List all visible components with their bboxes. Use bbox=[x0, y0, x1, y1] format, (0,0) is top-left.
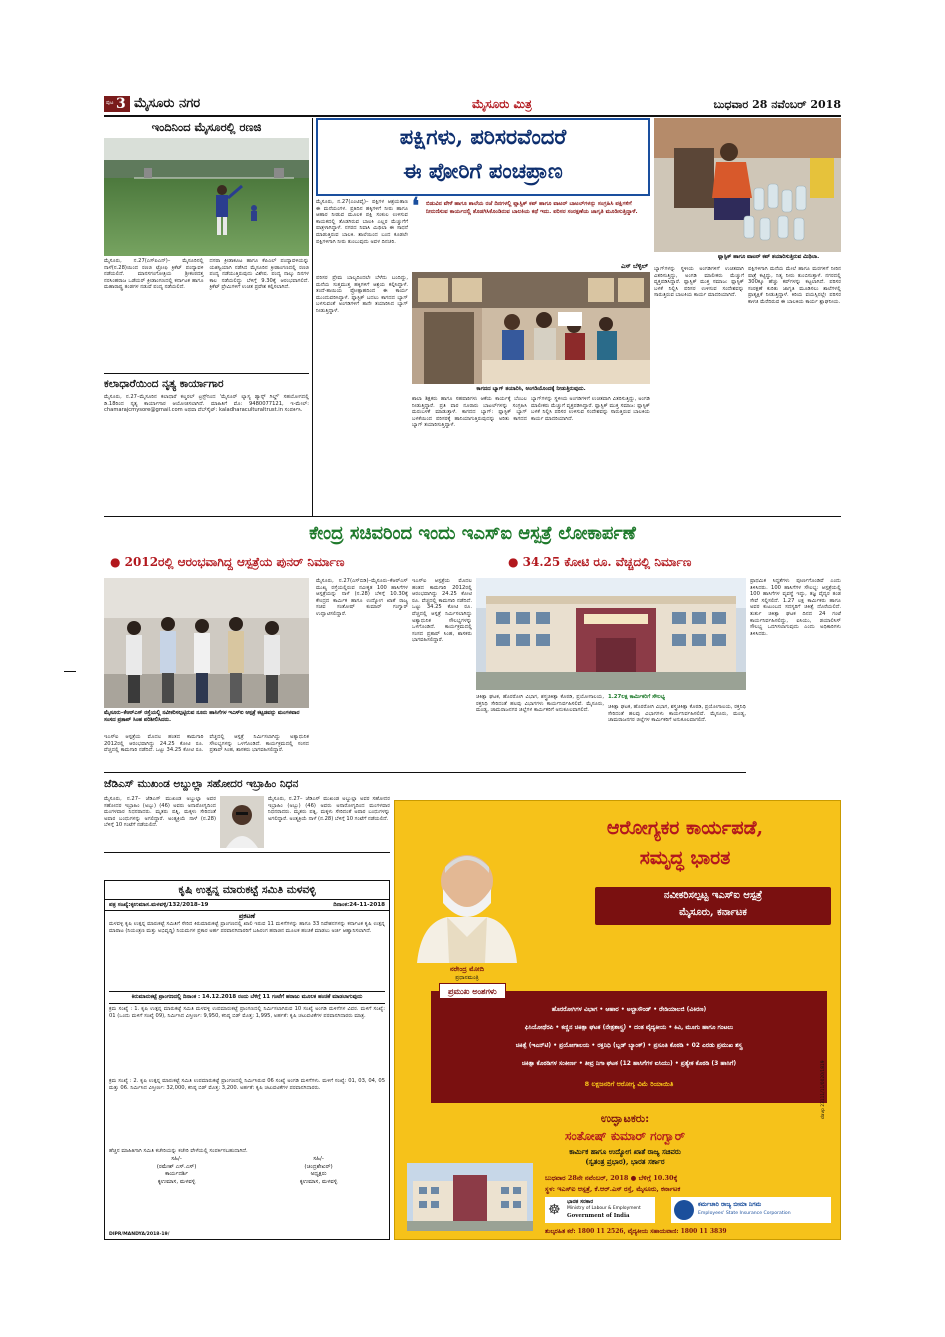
ranji-body bbox=[104, 258, 309, 370]
tender-sig-left-name: (ರಮೇಶ್ ಎಸ್.ಎಸ್) bbox=[156, 1163, 197, 1170]
natya-headline-bar bbox=[104, 376, 309, 392]
officials-visit-image bbox=[104, 578, 309, 708]
prime-minister-portrait-image bbox=[407, 837, 527, 963]
ad-hospital-line1: ನವೀಕರಿಸಲ್ಪಟ್ಟ ಇಎಸ್‌ಐ ಆಸ್ಪತ್ರೆ bbox=[663, 890, 763, 901]
ad-pm-role: ಪ್ರಧಾನಮಂತ್ರಿ bbox=[455, 975, 479, 981]
birds-girl-photo bbox=[654, 118, 841, 252]
ad-features-title: ಪ್ರಮುಖ ಅಂಶಗಳು bbox=[439, 983, 506, 999]
esi-subhead-2-text: 34.25 ಕೋಟಿ ರೂ. ವೆಚ್ಚದಲ್ಲಿ ನಿರ್ಮಾಣ bbox=[522, 555, 692, 569]
esi-headline-bar bbox=[104, 518, 841, 550]
ad-building-photo bbox=[407, 1163, 533, 1231]
page-label: ಪುಟ bbox=[106, 100, 114, 106]
tender-sig-left bbox=[157, 1156, 197, 1186]
renovated-hospital-image bbox=[407, 1163, 533, 1231]
tender-auction-line: ಕಿರುಮಾರುಕಟ್ಟೆ ಪ್ರಾಂಗಣದಲ್ಲಿ ದಿನಾಂಕ : 14.12.2018 ರಂದು ಬೆಳಿಗ್ಗೆ 11 ಗಂಟೆಗೆ ಹರಾಜು ಮೂಲಕ ಹಂಚಿಕೆ ಮಾಡಲಾಗುವುದು bbox=[109, 991, 385, 1004]
quote-mark: ❛ bbox=[412, 193, 420, 219]
birds-headline-box bbox=[316, 118, 650, 196]
issue-date: ಬುಧವಾರ 28 ನವೆಂಬರ್ 2018 bbox=[713, 98, 841, 111]
tender-ref: ಪತ್ರ ಸಂಖ್ಯೆ:ಕೃಉಮಾಸ.ಮಳವಳ್ಳಿ/132/2018–19 bbox=[109, 902, 209, 908]
tender-closing: ಹೆಚ್ಚಿನ ಮಾಹಿತಿಗಾಗಿ ಸಮಿತಿ ಕಚೇರಿಯನ್ನು ಕಚೇರಿ ವೇಳೆಯಲ್ಲಿ ಸಂಪರ್ಕಿಸಬಹುದಾಗಿದೆ. bbox=[109, 1148, 248, 1154]
ashoka-emblem-icon: ☸ bbox=[548, 1202, 561, 1218]
esi-subhead-1: ● 2012ರಲ್ಲಿ ಆರಂಭವಾಗಿದ್ದ ಆಸ್ಪತ್ರೆಯ ಪುನರ್ ನಿರ್ಮಾಣ bbox=[110, 555, 345, 569]
esi-body-5: ಇಎಸ್‌ಐ ಆಸ್ಪತ್ರೆಯ ಮೊದಲ ಹಂತದ ಕಾಮಗಾರಿ 2012ರಲ್ಲಿ ಆರಂಭವಾಗಿದ್ದು 24.25 ಕೋಟಿ ರೂ. ವೆಚ್ಚದಲ್ಲಿ ಕಾಮಗಾರಿ ನಡೆದಿದೆ. ಒಟ್ಟು 34.25 ಕೋಟಿ ರೂ. ವೆಚ್ಚದಲ್ಲಿ ಆಸ್ಪತ್ರೆ ನಿರ್ಮಿಸಲಾಗಿದ್ದು ಅತ್ಯಾಧುನಿಕ ಸೌಲಭ್ಯಗಳನ್ನು ಒಳಗೊಂಡಿದೆ. ಕಾರ್ಯಕ್ರಮದಲ್ಲಿ ಸಂಸದ ಪ್ರತಾಪ್ ಸಿಂಹ, ಶಾಸಕರು ಭಾಗವಹಿಸಲಿದ್ದಾರೆ. bbox=[412, 578, 472, 644]
esi-body-lead: ಇಎಸ್‌ಐ ಆಸ್ಪತ್ರೆಯ ಮೊದಲ ಹಂತದ ಕಾಮಗಾರಿ 2012ರಲ್ಲಿ ಆರಂಭವಾಗಿದ್ದು 24.25 ಕೋಟಿ ರೂ. ವೆಚ್ಚದಲ್ಲಿ ಕಾಮಗಾರಿ ನಡೆದಿದೆ. ಒಟ್ಟು 34.25 ಕೋಟಿ ರೂ. ವೆಚ್ಚದಲ್ಲಿ ಆಸ್ಪತ್ರೆ ನಿರ್ಮಿಸಲಾಗಿದ್ದು ಅತ್ಯಾಧುನಿಕ ಸೌಲಭ್ಯಗಳನ್ನು ಒಳಗೊಂಡಿದೆ. ಕಾರ್ಯಕ್ರಮದಲ್ಲಿ ಸಂಸದ ಪ್ರತಾಪ್ ಸಿಂಹ, ಶಾಸಕರು ಭಾಗವಹಿಸಲಿದ್ದಾರೆ. bbox=[104, 734, 309, 754]
tender-sig-right-org: ಕೃಉಮಾಸ, ಮಳವಳ್ಳಿ bbox=[299, 1178, 338, 1185]
ad-where: ಸ್ಥಳ: ಇಎಸ್‌ಐ ಆಸ್ಪತ್ರೆ, ಕೆ.ಆರ್.ಎಸ್ ರಸ್ತೆ, ಮೈಸೂರು, ಕರ್ನಾಟಕ bbox=[545, 1185, 681, 1193]
birds-headline-line1: ಪಕ್ಷಿಗಳು, ಪರಿಸರವೆಂದರೆ bbox=[399, 124, 567, 149]
tender-para1: ಮಳವಳ್ಳಿ ಕೃಷಿ ಉತ್ಪನ್ನ ಮಾರುಕಟ್ಟೆ ಸಮಿತಿಗೆ ಸೇರಿದ ಕಿರುಮಾರುಕಟ್ಟೆ ಪ್ರಾಂಗಣದಲ್ಲಿ ಖಾಲಿ ಇರುವ 11 ಮಳಿಗೆಗಳನ್ನು ಹಾಗೂ 33 ನಿವೇಶನಗಳನ್ನು ಕರ್ನಾಟಕ ಕೃಷಿ ಉತ್ಪನ್ನ ಮಾರಾಟ (ನಿಯಂತ್ರಣ ಮತ್ತು ಅಭಿವೃದ್ಧಿ) ನಿಯಮಗಳ ಪ್ರಕಾರ ಅರ್ಹ ಪರವಾನಗಿದಾರರಿಗೆ ಬಹಿರಂಗ ಹರಾಜಿನ ಮೂಲಕ ಹಂಚಿಕೆ ಮಾಡಲು ಅರ್ಜಿ ಆಹ್ವಾನಿಸಲಾಗಿದೆ. bbox=[109, 921, 385, 934]
tender-section-title: ಪ್ರಕಟಣೆ bbox=[238, 912, 256, 920]
esi-subhead-1-text: 2012ರಲ್ಲಿ ಆರಂಭವಾಗಿದ್ದ ಆಸ್ಪತ್ರೆಯ ಪುನರ್ ನಿರ್ಮಾಣ bbox=[124, 555, 345, 569]
esi-body-3: ಚಿಕಿತ್ಸಾ ಘಟಕ, ಹೊರರೋಗಿ ವಿಭಾಗ, ಶಸ್ತ್ರಚಿಕಿತ್ಸಾ ಕೊಠಡಿ, ಪ್ರಯೋಗಾಲಯ, ರಕ್ತನಿಧಿ ಸೇರಿದಂತೆ ಹಲವು ವಿಭಾಗಗಳು ಕಾರ್ಯನಿರ್ವಹಿಸಲಿವೆ. ಮೈಸೂರು, ಮಂಡ್ಯ, ಚಾಮರಾಜನಗರ ಜಿಲ್ಲೆಗಳ ಕಾರ್ಮಿಕರಿಗೆ ಅನುಕೂಲವಾಗಲಿದೆ. bbox=[608, 704, 746, 724]
tender-signatures bbox=[105, 1156, 389, 1186]
tender-ref-date: ದಿನಾಂಕ:24-11-2018 bbox=[333, 902, 385, 908]
esi-headline: ಕೇಂದ್ರ ಸಚಿವರಿಂದ ಇಂದು ಇಎಸ್‌ಐ ಆಸ್ಪತ್ರೆ ಲೋಕಾರ್ಪಣೆ bbox=[309, 523, 636, 544]
obit-photo bbox=[220, 796, 264, 848]
esi-visit-caption: ಮೈಸೂರು–ಕೆಆರ್‌ಎಸ್ ರಸ್ತೆಯಲ್ಲಿ ನವೀಕರಿಸಲ್ಪಟ್ಟಿರುವ ನೂರು ಹಾಸಿಗೆಗಳ ಇಎಸ್‌ಐ ಆಸ್ಪತ್ರೆ ಕಟ್ಟಡವನ್ನು ಮಂಗಳವಾರ ಸಂಸದ ಪ್ರತಾಪ್ ಸಿಂಹ ಪರಿಶೀಲಿಸಿದರು. bbox=[104, 710, 300, 723]
ad-side-code: davp 23111/11/0020/1819 bbox=[821, 1060, 826, 1119]
natya-body: ಮೈಸೂರು, ನ.27–ಮೈಸೂರಿನ ಕಲಾಧಾರೆ ಕಲ್ಚರಲ್ ಟ್ರಸ್ಟ್‌ನಿಂದ 'ಮೈಸೂರ್ ಲ್ಯಾಸ್ಯ ಡ್ಯಾನ್ಸ್ ಗಿಲ್ಡ್' ಸಹಯೋಗದಲ್ಲಿ ಡಿ.18ರಿಂದ ನೃತ್ಯ ಕಾರ್ಯಾಗಾರ ಆಯೋಜಿಸಲಾಗಿದೆ. ಮಾಹಿತಿಗೆ ಮೊ: 9480077121, ಇ-ಮೇಲ್: chamarajcmysore@gmail.com ಅಥವಾ ವೆಬ್‌ಸೈಟ್: kaladharaculturaltrust.in ಸಂಪರ್ಕಿಸಿ. bbox=[104, 394, 309, 414]
ranji-body-para-2: ದಸರಾ ಕ್ರೀಡಾಕೂಟ ಹಾಗೂ ಕೆಪಿಎಲ್ ಪಂದ್ಯಾವಳಿಯನ್ನು ಯಶಸ್ವಿಯಾಗಿ ನಡೆಸಿದ ಮೈಸೂರಿನ ಕ್ರೀಡಾಂಗಣದಲ್ಲಿ ರಣಜಿ ಪಂದ್ಯ ನಡೆಯುತ್ತಿರುವುದು ವಿಶೇಷ. ಪಂದ್ಯ ನಾಲ್ಕು ದಿನಗಳ ಕಾಲ ನಡೆಯಲಿದ್ದು ಬೆಳಿಗ್ಗೆ 9.30ಕ್ಕೆ ಆರಂಭವಾಗಲಿದೆ. ಕ್ರಿಕೆಟ್ ಪ್ರೇಮಿಗಳಿಗೆ ಉಚಿತ ಪ್ರವೇಶ ಕಲ್ಪಿಸಲಾಗಿದೆ. bbox=[209, 258, 309, 291]
esi-body-2: ಚಿಕಿತ್ಸಾ ಘಟಕ, ಹೊರರೋಗಿ ವಿಭಾಗ, ಶಸ್ತ್ರಚಿಕಿತ್ಸಾ ಕೊಠಡಿ, ಪ್ರಯೋಗಾಲಯ, ರಕ್ತನಿಧಿ ಸೇರಿದಂತೆ ಹಲವು ವಿಭಾಗಗಳು ಕಾರ್ಯನಿರ್ವಹಿಸಲಿವೆ. ಮೈಸೂರು, ಮಂಡ್ಯ, ಚಾಮರಾಜನಗರ ಜಿಲ್ಲೆಗಳ ಕಾರ್ಮಿಕರಿಗೆ ಅನುಕೂಲವಾಗಲಿದೆ. bbox=[476, 694, 604, 714]
left-edge-mark bbox=[64, 671, 76, 672]
ad-esic-line1: ಕರ್ಮಚಾರಿ ರಾಜ್ಯ ಬೀಮಾ ನಿಗಮ bbox=[698, 1201, 762, 1208]
birds-photo-caption: ಫ್ಲಾಸ್ಟಿಕ್ ಹಾಗೂ ವಾಟರ್ ಕಪ್ ತಯಾರಿಸುತ್ತಿರುವ ಮಿಥಿಲಾ. bbox=[717, 254, 820, 260]
birds-byline: ಎಸ್ ಬೆಳ್ಳಿಲ್ bbox=[621, 262, 648, 270]
birds-quote: ಬಿಡುವಿನ ವೇಳೆ ಹಾಗೂ ಶಾಲೆಯ ರಜೆ ದಿನಗಳಲ್ಲಿ ಪ್ಲಾಸ್ಟಿಕ್ ಕಪ್ ಹಾಗೂ ವಾಟರ್ ಬಾಟಲ್‌ಗಳನ್ನು ಸಂಗ್ರಹಿಸಿ ಪಕ್ಷಿಗಳಿಗೆ ನೀರುಣಿಸುವ ಕಾರ್ಯದಲ್ಲಿ ತೊಡಗಿಸಿಕೊಂಡಿರುವ ಬಾಲಕಿಯ ಕಥೆ ಇದು. ಪರಿಸರ ಸಂರಕ್ಷಣೆಯ ಜಾಗೃತಿ ಮೂಡಿಸುತ್ತಿದ್ದಾಳೆ. bbox=[426, 201, 638, 215]
shop-paper-bags-image bbox=[412, 272, 650, 384]
ad-title-line1: ಆರೋಗ್ಯಕರ ಕಾರ್ಯಪಡೆ, bbox=[606, 817, 764, 839]
ad-feature-row-3: ಚಿಕಿತ್ಸೆ (ಇಎನ್‌ಟಿ) • ಪ್ರಯೋಗಾಲಯ • ರಕ್ತನಿಧಿ (ಬ್ಲಡ್ ಬ್ಯಾಂಕ್) • ಪ್ರಸೂತಿ ಕೊಠಡಿ • 02 ಎರಡು ಪ್ರಮುಖ ಶಸ್ತ್ರ bbox=[515, 1042, 743, 1049]
tender-sig-left-org: ಕೃಉಮಾಸ, ಮಳವಳ್ಳಿ bbox=[157, 1178, 196, 1185]
ad-inaug-name: ಸಂತೋಷ್ ಕುಮಾರ್ ಗಂಗ್ವಾರ್ bbox=[564, 1129, 686, 1143]
esi-building-photo bbox=[476, 578, 746, 690]
birds-col1: ಮೈಸೂರು, ನ.27(ಎಂಟಿವೈ)– ಪಕ್ಷಿಗಳ ಆಶ್ರಯತಾಣ ಈ ಮನೆಯಂಗಳ. ಪ್ರತಿದಿನ ಹಕ್ಕಿಗಳಿಗೆ ನೀರು ಹಾಗೂ ಆಹಾರ ನೀಡುವ ಮೂಲಕ ಪಕ್ಷಿ ಸಂಕುಲ ಉಳಿಸುವ ಕಾಯಕದಲ್ಲಿ ತೊಡಗಿರುವ ಬಾಲಕಿ ಎಲ್ಲರ ಮೆಚ್ಚುಗೆಗೆ ಪಾತ್ರಳಾಗಿದ್ದಾಳೆ. ನಗರದ ನಿವಾಸಿ ಮಿಥಿಲಾ ಈ ಸಾಧನೆ ಮಾಡುತ್ತಿರುವ ಬಾಲಕಿ. ಶಾಲೆಯಿಂದ ಬಂದ ಕೂಡಲೇ ಪಕ್ಷಿಗಳಿಗಾಗಿ ನೀರು ತುಂಬುವುದು ಅವಳ ದಿನಚರಿ. bbox=[316, 199, 408, 245]
tender-ref-row bbox=[105, 900, 389, 911]
portrait-image bbox=[220, 796, 264, 848]
left-col-vrule bbox=[312, 118, 313, 516]
esi-subheads bbox=[104, 552, 744, 572]
tender-sig-right-sign: ಸಹಿ/- bbox=[313, 1156, 324, 1162]
birds-col4: ಬ್ಯಾಗ್‌ಗಳನ್ನು ಸ್ಥಳೀಯ ಅಂಗಡಿಗಳಿಗೆ ಉಚಿತವಾಗಿ ವಿತರಿಸುತ್ತಿದ್ದು, ಅಂಗಡಿ ಮಾಲೀಕರು ಮೆಚ್ಚುಗೆ ವ್ಯಕ್ತಪಡಿಸಿದ್ದಾರೆ. ಪ್ಲಾಸ್ಟಿಕ್ ಮುಕ್ತ ಸಮಾಜ: ಪ್ಲಾಸ್ಟಿಕ್ ಬಳಕೆ ನಿಲ್ಲಿಸಿ ಪರಿಸರ ಉಳಿಸುವ ಸಂದೇಶವನ್ನು ಸಾರುತ್ತಿರುವ ಬಾಲಕಿಯ ಕಾರ್ಯ ಮಾದರಿಯಾಗಿದೆ. bbox=[531, 396, 650, 422]
ad-feature-row-4: ಚಿಕಿತ್ಸಾ ಕೊಠಡಿಗಳ ಸಂಕೀರ್ಣ • ತೀವ್ರ ನಿಗಾ ಘಟಕ (12 ಹಾಸಿಗೆಗಳ ಐಸಿಯು) • ಪ್ರತ್ಯೇಕ ಕೊಠಡಿ (3 ಹಾಸಿಗೆ) bbox=[521, 1060, 737, 1067]
ad-hospital-line2: ಮೈಸೂರು, ಕರ್ನಾಟಕ bbox=[679, 907, 747, 918]
ad-title-line2: ಸಮೃದ್ಧ ಭಾರತ bbox=[639, 847, 731, 869]
ad-gov-line2: Ministry of Labour & Employment bbox=[567, 1206, 641, 1211]
esic-logo-icon bbox=[674, 1200, 694, 1220]
ad-feature-row-5: 8 ಲಕ್ಷಜನರಿಗೆ ಆರೋಗ್ಯ ವಿಮೆ ರಿಯಾಯಿತಿ bbox=[584, 1080, 674, 1088]
ad-feature-row-2: ಫಿಸಿಯೋಥೆರಪಿ • ಕಣ್ಣಿನ ಚಿಕಿತ್ಸಾ ಘಟಕ (ನೇತ್ರಶಾಸ್ತ್ರ) • ದಂತ ವೈದ್ಯಕೀಯ • ಕಿವಿ, ಮೂಗು ಹಾಗೂ ಗಂಟಲು bbox=[524, 1024, 734, 1031]
birds-shop-photo bbox=[412, 272, 650, 384]
obit-headline: ಜೆಡಿಎಸ್ ಮುಖಂಡ ಅಬ್ದುಲ್ಲಾ ಸಹೋದರ ಇಬ್ರಾಹಿಂ ನಿಧನ bbox=[104, 778, 299, 790]
esi-visit-photo bbox=[104, 578, 309, 708]
tender-notice bbox=[104, 880, 390, 1240]
ad-esic-line2: Employees' State Insurance Corporation bbox=[698, 1211, 791, 1216]
cricket-practice-image bbox=[104, 138, 309, 256]
ad-gov-line3: Government of India bbox=[567, 1213, 630, 1219]
ad-pm-name: ನರೇಂದ್ರ ಮೋದಿ bbox=[450, 965, 484, 973]
obit-body-2: ಮೈಸೂರು, ನ.27– ಜೆಡಿಎಸ್ ಮುಖಂಡ ಅಬ್ದುಲ್ಲಾ ಅವರ ಸಹೋದರ ಇಬ್ರಾಹಿಂ (ಅಬ್ಬು) (46) ಅವರು ಅನಾರೋಗ್ಯದಿಂದ ಮಂಗಳವಾರ ನಿಧನರಾದರು. ಮೃತರು ಪತ್ನಿ, ಮಕ್ಕಳು ಸೇರಿದಂತೆ ಅಪಾರ ಬಂಧುಗಳನ್ನು ಅಗಲಿದ್ದಾರೆ. ಅಂತ್ಯಕ್ರಿಯೆ ನಾಳೆ (ನ.28) ಬೆಳಿಗ್ಗೆ 10 ಗಂಟೆಗೆ ನಡೆಯಲಿದೆ. bbox=[268, 796, 390, 822]
birds-col5b: ಪಕ್ಷಿಗಳಿಗಾಗಿ ಮನೆಯ ಮೇಲೆ ಹಾಗೂ ಮರಗಳಿಗೆ ನೀರಿನ ಪಾತ್ರೆ ಕಟ್ಟಿದ್ದು, ನಿತ್ಯ ನೀರು ತುಂಬಿಸುತ್ತಾಳೆ. ನಗರದಲ್ಲಿ 300ಕ್ಕೂ ಹೆಚ್ಚು ಕಪ್‌ಗಳನ್ನು ಕಟ್ಟಲಾಗಿದೆ. ಪರಿಸರ ಸಂರಕ್ಷಣೆ ಕುರಿತು ಜಾಗೃತಿ ಮೂಡಿಸಲು ಶಾಲೆಗಳಲ್ಲಿ ಪ್ರಾತ್ಯಕ್ಷಿಕೆ ನೀಡುತ್ತಿದ್ದಾಳೆ. ಕಿರಿಯ ವಯಸ್ಸಿನಲ್ಲೇ ಪರಿಸರ ಕಾಳಜಿ ಮೆರೆದಿರುವ ಈ ಬಾಲಕಿಯ ಕಾರ್ಯ ಶ್ಲಾಘನೀಯ. bbox=[748, 266, 841, 305]
ad-pm-portrait bbox=[407, 837, 527, 963]
birds-col2: ಪರಿಸರ ಪ್ರೇಮ ಬಾಲ್ಯದಿಂದಲೇ ಬೆಳೆದು ಬಂದಿದ್ದು, ಮನೆಯ ಸುತ್ತಮುತ್ತ ಹಕ್ಕಿಗಳಿಗೆ ಆಶ್ರಯ ಕಲ್ಪಿಸಿದ್ದಾಳೆ. ತಂದೆ-ತಾಯಿಯ ಪ್ರೋತ್ಸಾಹದಿಂದ ಈ ಕಾರ್ಯ ಮುಂದುವರಿಸಿದ್ದಾಳೆ. ಪ್ಲಾಸ್ಟಿಕ್ ಬದಲು ಕಾಗದದ ಬ್ಯಾಗ್ ಬಳಸುವಂತೆ ಅಂಗಡಿಗಳಿಗೆ ತಾನೇ ತಯಾರಿಸಿದ ಬ್ಯಾಗ್ ನೀಡುತ್ತಿದ್ದಾಳೆ. bbox=[316, 275, 408, 314]
ranji-body-para-1: ಮೈಸೂರು, ನ.27(ಎಸ್‌ಪಿಎನ್)– ಮೈಸೂರಿನಲ್ಲಿ ನಾಳೆ(ನ.28)ಯಿಂದ ರಣಜಿ ಟ್ರೋಫಿ ಕ್ರಿಕೆಟ್ ಪಂದ್ಯಾವಳಿ ನಡೆಯಲಿದೆ. ಮಾನಸಗಂಗೋತ್ರಿಯ ಶ್ರೀಕಂಠದತ್ತ ನರಸಿಂಹರಾಜ ಒಡೆಯರ್ ಕ್ರೀಡಾಂಗಣದಲ್ಲಿ ಕರ್ನಾಟಕ ಹಾಗೂ ಮಹಾರಾಷ್ಟ್ರ ತಂಡಗಳ ನಡುವೆ ಪಂದ್ಯ ನಡೆಯಲಿದೆ. bbox=[104, 258, 204, 291]
esi-hospital-building-image bbox=[476, 578, 746, 690]
ad-tollfree: ಶುಲ್ಕರಹಿತ ಕರೆ: 1800 11 2526, ವೈದ್ಯಕೀಯ ಸಹಾಯವಾಣಿ: 1800 11 3839 bbox=[545, 1228, 727, 1235]
esi-body-1: ಮೈಸೂರು, ನ.27(ಎಸ್‌ಬಿಡಿ)–ಮೈಸೂರು–ಕೆಆರ್‌ಎಸ್ ಮುಖ್ಯ ರಸ್ತೆಯಲ್ಲಿರುವ ನವೀಕೃತ 100 ಹಾಸಿಗೆಗಳ ಆಸ್ಪತ್ರೆಯನ್ನು ನಾಳೆ (ನ.28) ಬೆಳಿಗ್ಗೆ 10.30ಕ್ಕೆ ಕೇಂದ್ರದ ಕಾರ್ಮಿಕ ಹಾಗೂ ಉದ್ಯೋಗ ಖಾತೆ ರಾಜ್ಯ ಸಚಿವ ಸಂತೋಷ್ ಕುಮಾರ್ ಗಂಗ್ವಾರ್ ಉದ್ಘಾಟಿಸಲಿದ್ದಾರೆ. bbox=[316, 578, 408, 617]
girl-with-bottles-image bbox=[654, 118, 841, 252]
ad-inaug-role2: (ಸ್ವತಂತ್ರ ಪ್ರಭಾರ), ಭಾರತ ಸರ್ಕಾರ bbox=[585, 1157, 665, 1166]
tender-sig-right bbox=[300, 1156, 337, 1186]
ad-inaug-role1: ಕಾರ್ಮಿಕ ಹಾಗೂ ಉದ್ಯೋಗ ಖಾತೆ ರಾಜ್ಯ ಸಚಿವರು bbox=[569, 1147, 681, 1156]
masthead bbox=[104, 94, 841, 114]
esi-body-4: ಪ್ರಾಥಮಿಕ ಸಿದ್ಧತೆಗಳು ಪೂರ್ಣಗೊಂಡಿವೆ ಎಂದು ತಿಳಿಸಿದರು. 100 ಹಾಸಿಗೆಗಳ ಸೌಲಭ್ಯ: ಆಸ್ಪತ್ರೆಯಲ್ಲಿ 100 ಹಾಸಿಗೆಗಳ ವ್ಯವಸ್ಥೆ ಇದ್ದು, ತಜ್ಞ ವೈದ್ಯರ ತಂಡ ಸೇವೆ ಸಲ್ಲಿಸಲಿದೆ. 1.27 ಲಕ್ಷ ಕಾರ್ಮಿಕರು ಹಾಗೂ ಅವರ ಕುಟುಂಬದ ಸದಸ್ಯರಿಗೆ ಚಿಕಿತ್ಸೆ ದೊರೆಯಲಿದೆ. ತುರ್ತು ಚಿಕಿತ್ಸಾ ಘಟಕ ದಿನದ 24 ಗಂಟೆ ಕಾರ್ಯನಿರ್ವಹಿಸಲಿದ್ದು, ಐಸಿಯು, ಡಯಾಲಿಸಿಸ್ ಸೌಲಭ್ಯ ಒದಗಿಸಲಾಗುವುದು ಎಂದು ಅಧಿಕಾರಿಗಳು ತಿಳಿಸಿದರು. bbox=[750, 578, 841, 637]
birds-col3: ಶಾಲಾ ಶಿಕ್ಷಕರು ಹಾಗೂ ಸಹಪಾಠಿಗಳು ಆಕೆಯ ಕಾರ್ಯಕ್ಕೆ ಬೆಂಬಲ ನೀಡುತ್ತಿದ್ದಾರೆ. ಪ್ರತಿ ವಾರ ನೂರಾರು ಬಾಟಲ್‌ಗಳನ್ನು ಸಂಗ್ರಹಿಸಿ ಮರುಬಳಕೆ ಮಾಡುತ್ತಾಳೆ. ಕಾಗದದ ಬ್ಯಾಗ್: ಪ್ಲಾಸ್ಟಿಕ್ ಬ್ಯಾಗ್ ಬಳಕೆಯಿಂದ ಪರಿಸರಕ್ಕೆ ಹಾನಿಯಾಗುತ್ತಿರುವುದನ್ನು ಅರಿತು ಕಾಗದದ ಬ್ಯಾಗ್ ತಯಾರಿಸುತ್ತಿದ್ದಾಳೆ. bbox=[412, 396, 527, 429]
birds-shop-caption: ಕಾಗದದ ಬ್ಯಾಗ್ ತಯಾರಿಸಿ, ಅಂಗಡಿಯೊಂದಕ್ಕೆ ನೀಡುತ್ತಿರುವುದು. bbox=[476, 386, 586, 392]
esic-advertisement bbox=[394, 800, 841, 1240]
ranji-headline-bar bbox=[104, 118, 309, 136]
esi-top-rule bbox=[104, 516, 841, 517]
paper-name: ಮೈಸೂರು ಮಿತ್ರ bbox=[472, 97, 532, 111]
esi-beds-subhead: 1.27ಲಕ್ಷ ಕಾರ್ಮಿಕರಿಗೆ ಸೌಲಭ್ಯ bbox=[608, 694, 665, 700]
masthead-rule bbox=[104, 115, 841, 117]
tender-item1: ಕ್ರಮ ಸಂಖ್ಯೆ : 1. ಕೃಷಿ ಉತ್ಪನ್ನ ಮಾರುಕಟ್ಟೆ ಸಮಿತಿ ಮಳವಳ್ಳಿ ಉಪಮಾರುಕಟ್ಟೆ ಪ್ರಾಂಗಣದಲ್ಲಿ ನಿರ್ಮಿಸಲಾಗಿರುವ 10 ಸಂಖ್ಯೆ ಅಂಗಡಿ ಮಳಿಗೆಗಳ ವಿವರ. ಮಳಿಗೆ ಸಂಖ್ಯೆ: 01 (ಒಂದು ಮಳಿಗೆ ಸಂಖ್ಯೆ 09), ನಿರ್ಮಿಸಿದ ವಿಸ್ತೀರ್ಣ: 9,950, ಕನಿಷ್ಠ ಬಿಡ್ ಮೊತ್ತ: 1,995, ಅರ್ಹತೆ: ಕೃಷಿ ಚಟುವಟಿಕೆಗಳ ಪರವಾನಗಿದಾರರು ಮಾತ್ರ. bbox=[109, 1006, 385, 1019]
tender-sig-right-role: ಅಧ್ಯಕ್ಷರು bbox=[310, 1171, 327, 1177]
birds-quote-box bbox=[412, 193, 650, 259]
ad-hospital-banner bbox=[595, 887, 831, 925]
obit-bottom-rule bbox=[104, 852, 390, 853]
birds-headline-line2: ಈ ಪೋರಿಗೆ ಪಂಚಪ್ರಾಣ bbox=[403, 158, 563, 183]
page-number-badge bbox=[104, 96, 130, 112]
tender-footer: DIPR/MANDYA/2018-19/ bbox=[109, 1232, 170, 1237]
tender-sig-right-name: (ಚಂದ್ರಶೇಖರ್) bbox=[304, 1163, 333, 1170]
ad-when: ಬುಧವಾರ 28ನೇ ನವೆಂಬರ್, 2018 ● ಬೆಳಿಗ್ಗೆ 10.30ಕ್ಕೆ bbox=[545, 1174, 678, 1182]
section-title: ಮೈಸೂರು ನಗರ bbox=[134, 96, 201, 111]
tender-sig-left-role: ಕಾರ್ಯದರ್ಶಿ bbox=[165, 1171, 189, 1177]
tender-sig-left-sign: ಸಹಿ/- bbox=[171, 1156, 182, 1162]
esi-bottom-rule bbox=[104, 772, 746, 773]
ad-esic-logo-block bbox=[671, 1197, 831, 1223]
ad-inaug-title: ಉದ್ಘಾಟಕರು: bbox=[600, 1112, 650, 1125]
obit-headline-bar bbox=[104, 776, 746, 792]
birds-col5a: ಬ್ಯಾಗ್‌ಗಳನ್ನು ಸ್ಥಳೀಯ ಅಂಗಡಿಗಳಿಗೆ ಉಚಿತವಾಗಿ ವಿತರಿಸುತ್ತಿದ್ದು, ಅಂಗಡಿ ಮಾಲೀಕರು ಮೆಚ್ಚುಗೆ ವ್ಯಕ್ತಪಡಿಸಿದ್ದಾರೆ. ಪ್ಲಾಸ್ಟಿಕ್ ಮುಕ್ತ ಸಮಾಜ: ಪ್ಲಾಸ್ಟಿಕ್ ಬಳಕೆ ನಿಲ್ಲಿಸಿ ಪರಿಸರ ಉಳಿಸುವ ಸಂದೇಶವನ್ನು ಸಾರುತ್ತಿರುವ ಬಾಲಕಿಯ ಕಾರ್ಯ ಮಾದರಿಯಾಗಿದೆ. bbox=[654, 266, 744, 299]
esi-subhead-2: ● 34.25 ಕೋಟಿ ರೂ. ವೆಚ್ಚದಲ್ಲಿ ನಿರ್ಮಾಣ bbox=[508, 555, 692, 569]
ranji-headline: ಇಂದಿನಿಂದ ಮೈಸೂರಲ್ಲಿ ರಣಜಿ bbox=[151, 120, 262, 134]
tender-item2: ಕ್ರಮ ಸಂಖ್ಯೆ : 2. ಕೃಷಿ ಉತ್ಪನ್ನ ಮಾರುಕಟ್ಟೆ ಸಮಿತಿ ಉಪಮಾರುಕಟ್ಟೆ ಪ್ರಾಂಗಣದಲ್ಲಿ ನಿರ್ಮಿಸಿರುವ 06 ಸಂಖ್ಯೆ ಅಂಗಡಿ ಮಳಿಗೆಗಳು. ಮಳಿಗೆ ಸಂಖ್ಯೆ: 01, 03, 04, 05 ಮತ್ತು 06. ನಿರ್ಮಿಸಿದ ವಿಸ್ತೀರ್ಣ: 32,000, ಕನಿಷ್ಠ ಬಿಡ್ ಮೊತ್ತ: 3,200. ಅರ್ಹತೆ: ಕೃಷಿ ಚಟುವಟಿಕೆಗಳ ಪರವಾನಗಿದಾರರು. bbox=[109, 1078, 385, 1091]
ad-features-box bbox=[431, 986, 827, 1103]
ad-feature-row-1: ಹೊರರೋಗಿಗಳ ವಿಭಾಗ • ಆಹಾರ • ಅಲ್ಟ್ರಾಸೌಂಡ್ • ರೇಡಿಯಾಲಜಿ (ವಿಕಿರಣ) bbox=[551, 1006, 707, 1013]
obit-body: ಮೈಸೂರು, ನ.27– ಜೆಡಿಎಸ್ ಮುಖಂಡ ಅಬ್ದುಲ್ಲಾ ಅವರ ಸಹೋದರ ಇಬ್ರಾಹಿಂ (ಅಬ್ಬು) (46) ಅವರು ಅನಾರೋಗ್ಯದಿಂದ ಮಂಗಳವಾರ ನಿಧನರಾದರು. ಮೃತರು ಪತ್ನಿ, ಮಕ್ಕಳು ಸೇರಿದಂತೆ ಅಪಾರ ಬಂಧುಗಳನ್ನು ಅಗಲಿದ್ದಾರೆ. ಅಂತ್ಯಕ್ರಿಯೆ ನಾಳೆ (ನ.28) ಬೆಳಿಗ್ಗೆ 10 ಗಂಟೆಗೆ ನಡೆಯಲಿದೆ. bbox=[104, 796, 216, 829]
ranji-photo bbox=[104, 138, 309, 256]
ad-gov-logo-block bbox=[545, 1197, 655, 1223]
natya-headline: ಕಲಾಧಾರೆಯಿಂದ ನೃತ್ಯ ಕಾರ್ಯಾಗಾರ bbox=[104, 378, 224, 390]
tender-title: ಕೃಷಿ ಉತ್ಪನ್ನ ಮಾರುಕಟ್ಟೆ ಸಮಿತಿ ಮಳವಳ್ಳಿ bbox=[105, 881, 389, 900]
ranji-rule bbox=[104, 373, 309, 374]
page-number: 3 bbox=[116, 96, 126, 112]
ad-gov-line1: ಭಾರತ ಸರಕಾರ bbox=[567, 1199, 594, 1205]
